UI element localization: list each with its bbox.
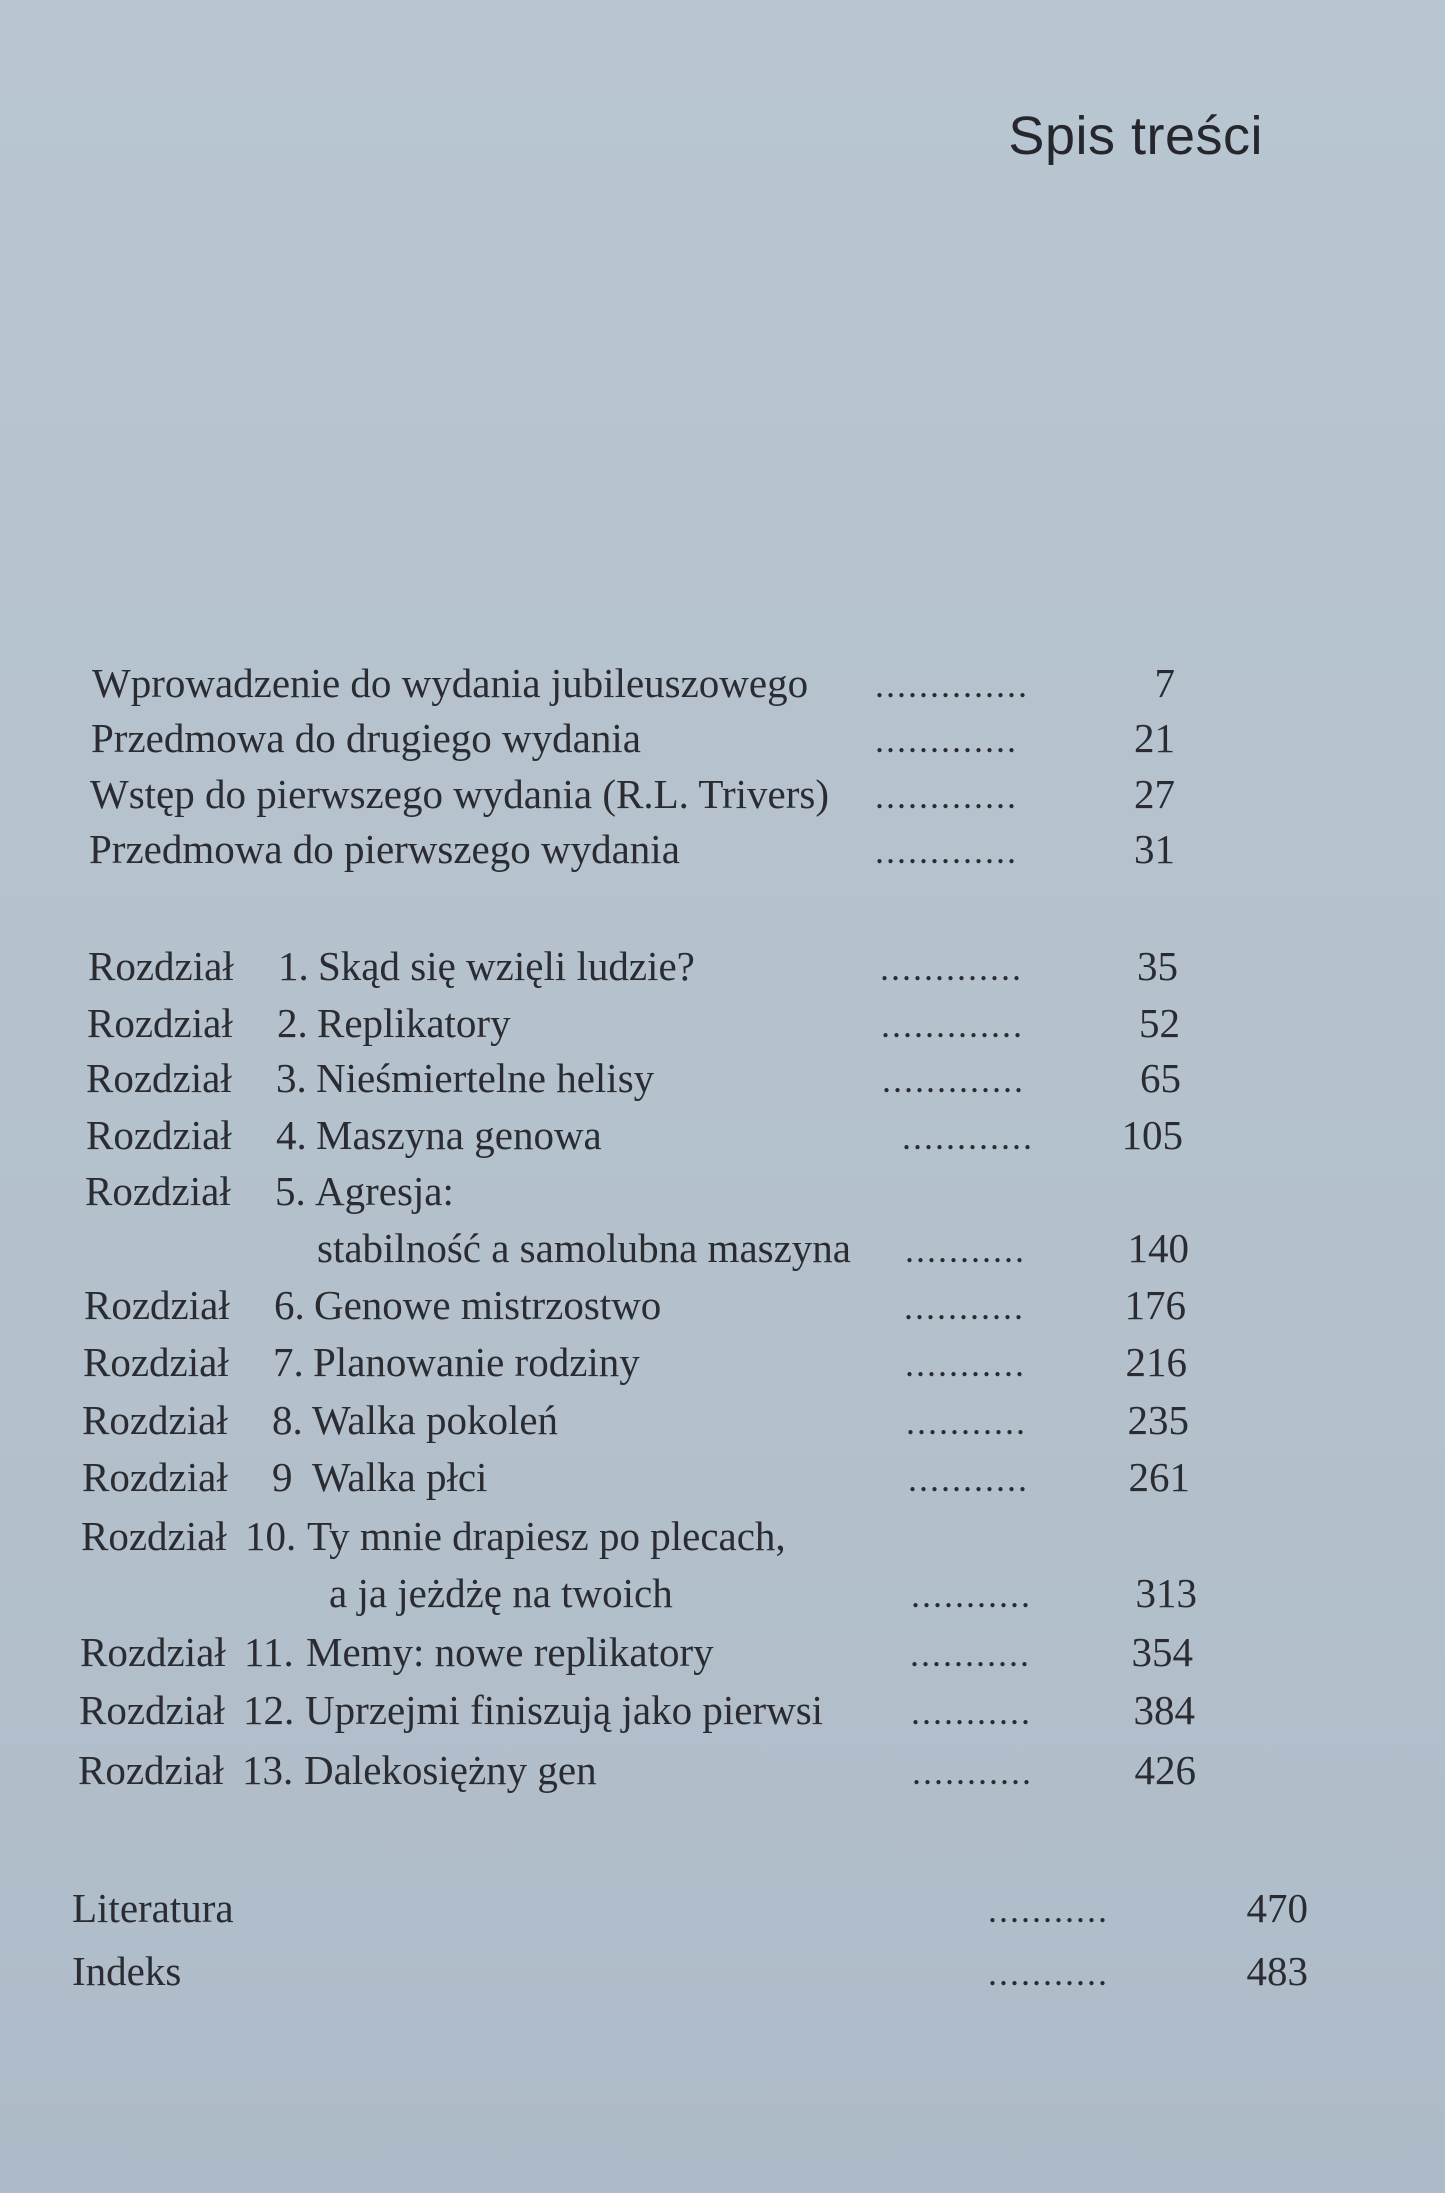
toc-entry-front[interactable] (90, 766, 1270, 822)
toc-entry-chapter[interactable] (78, 1742, 1298, 1798)
toc-entry-chapter-cont[interactable] (85, 1220, 1305, 1276)
toc-entry-chapter[interactable] (83, 1334, 1303, 1390)
toc-entry-back[interactable] (72, 1880, 1312, 1936)
leader-dots: ............ (902, 1117, 1034, 1157)
leader-dots: ........... (911, 1692, 1032, 1732)
entry-title: Przedmowa do drugiego wydania (91, 715, 641, 761)
leader-dots: ........... (908, 1459, 1029, 1499)
page-number: 261 (1128, 1454, 1190, 1500)
chapter-title: Genowe mistrzostwo (314, 1282, 662, 1328)
chapter-number: 9 (272, 1454, 293, 1500)
page-number: 216 (1125, 1339, 1187, 1385)
leader-dots: ............. (880, 948, 1023, 988)
chapter-number: 13. (242, 1747, 294, 1793)
leader-dots: .............. (875, 665, 1029, 705)
chapter-label: Rozdział (86, 1112, 232, 1158)
entry-title: Wprowadzenie do wydania jubileuszowego (92, 660, 809, 706)
page-number: 354 (1131, 1629, 1193, 1675)
toc-entry-chapter[interactable] (86, 1107, 1306, 1163)
chapter-title: Planowanie rodziny (313, 1339, 640, 1385)
toc-entry-back[interactable] (72, 1943, 1312, 1999)
chapter-number: 5. (275, 1168, 306, 1214)
chapter-number: 11. (244, 1629, 294, 1675)
page-number: 426 (1134, 1747, 1196, 1793)
leader-dots: ............. (881, 1005, 1024, 1045)
page-number: 31 (1134, 826, 1175, 872)
toc-entry-chapter[interactable] (86, 1050, 1306, 1106)
chapter-label: Rozdział (88, 943, 234, 989)
chapter-title: Walka pokoleń (312, 1397, 559, 1443)
toc-entry-chapter[interactable] (87, 995, 1307, 1051)
page-number: 27 (1134, 771, 1175, 817)
chapter-label: Rozdział (82, 1454, 228, 1500)
chapter-label: Rozdział (78, 1747, 224, 1793)
chapter-number: 3. (276, 1055, 307, 1101)
chapter-number: 1. (278, 943, 309, 989)
leader-dots: ........... (912, 1752, 1033, 1792)
leader-dots: ............. (875, 831, 1018, 871)
page-number: 21 (1134, 715, 1175, 761)
leader-dots: ............. (875, 776, 1018, 816)
page-number: 483 (1246, 1948, 1308, 1994)
chapter-number: 12. (243, 1687, 295, 1733)
page-number: 7 (1154, 660, 1175, 706)
page-number: 105 (1121, 1112, 1183, 1158)
page-number: 140 (1127, 1225, 1189, 1271)
leader-dots: ............. (875, 720, 1018, 760)
chapter-title: Nieśmiertelne helisy (316, 1055, 655, 1101)
toc-entry-front[interactable] (91, 710, 1271, 766)
entry-title: Literatura (72, 1885, 234, 1931)
toc-entry-chapter[interactable] (84, 1277, 1304, 1333)
chapter-number: 2. (277, 1000, 308, 1046)
chapter-number: 6. (274, 1282, 305, 1328)
toc-entry-chapter-cont[interactable] (81, 1565, 1301, 1621)
toc-entry-chapter[interactable] (79, 1682, 1299, 1738)
page-number: 313 (1135, 1570, 1197, 1616)
leader-dots: ............. (882, 1060, 1025, 1100)
chapter-label: Rozdział (84, 1282, 230, 1328)
chapter-title-continued: a ja jeżdżę na twoich (329, 1570, 673, 1616)
chapter-title: Skąd się wzięli ludzie? (318, 943, 695, 989)
chapter-number: 8. (272, 1397, 303, 1443)
chapter-number: 7. (273, 1339, 304, 1385)
page-number: 176 (1124, 1282, 1186, 1328)
page-number: 52 (1139, 1000, 1180, 1046)
chapter-title: Dalekosiężny gen (304, 1747, 597, 1793)
entry-title: Wstęp do pierwszego wydania (R.L. Trivers) (90, 771, 830, 817)
leader-dots: ........... (910, 1634, 1031, 1674)
page-title: Spis treści (1008, 106, 1263, 166)
toc-entry-chapter[interactable] (82, 1449, 1302, 1505)
chapter-title: Memy: nowe replikatory (306, 1629, 714, 1675)
leader-dots: ........... (906, 1402, 1027, 1442)
leader-dots: ........... (988, 1953, 1109, 1993)
toc-entry-chapter[interactable] (85, 1163, 1305, 1219)
toc-entry-chapter[interactable] (81, 1508, 1301, 1564)
toc-entry-front[interactable] (89, 821, 1269, 877)
chapter-number: 4. (276, 1112, 307, 1158)
leader-dots: ........... (911, 1575, 1032, 1615)
toc-entry-chapter[interactable] (88, 938, 1308, 994)
chapter-label: Rozdział (80, 1629, 226, 1675)
toc-entry-chapter[interactable] (82, 1392, 1302, 1448)
leader-dots: ........... (988, 1890, 1109, 1930)
chapter-label: Rozdział (79, 1687, 225, 1733)
page-number: 470 (1246, 1885, 1308, 1931)
leader-dots: ........... (905, 1344, 1026, 1384)
page-number: 235 (1127, 1397, 1189, 1443)
page-number: 35 (1137, 943, 1178, 989)
chapter-number: 10. (245, 1513, 297, 1559)
chapter-title: Replikatory (317, 1000, 511, 1046)
leader-dots: ........... (904, 1287, 1025, 1327)
chapter-title-continued: stabilność a samolubna maszyna (317, 1225, 852, 1271)
chapter-label: Rozdział (85, 1168, 231, 1214)
chapter-title: Walka płci (312, 1454, 488, 1500)
entry-title: Indeks (72, 1948, 182, 1994)
page-number: 384 (1133, 1687, 1195, 1733)
chapter-title: Uprzejmi finiszują jako pierwsi (305, 1687, 824, 1733)
chapter-title: Agresja: (315, 1168, 454, 1214)
entry-title: Przedmowa do pierwszego wydania (89, 826, 680, 872)
chapter-label: Rozdział (86, 1055, 232, 1101)
toc-entry-front[interactable] (92, 655, 1272, 711)
chapter-title: Ty mnie drapiesz po plecach, (307, 1513, 786, 1559)
chapter-label: Rozdział (81, 1513, 227, 1559)
toc-entry-chapter[interactable] (80, 1624, 1300, 1680)
chapter-label: Rozdział (82, 1397, 228, 1443)
chapter-label: Rozdział (87, 1000, 233, 1046)
chapter-title: Maszyna genowa (316, 1112, 602, 1158)
chapter-label: Rozdział (83, 1339, 229, 1385)
leader-dots: ........... (905, 1230, 1026, 1270)
page-number: 65 (1140, 1055, 1181, 1101)
